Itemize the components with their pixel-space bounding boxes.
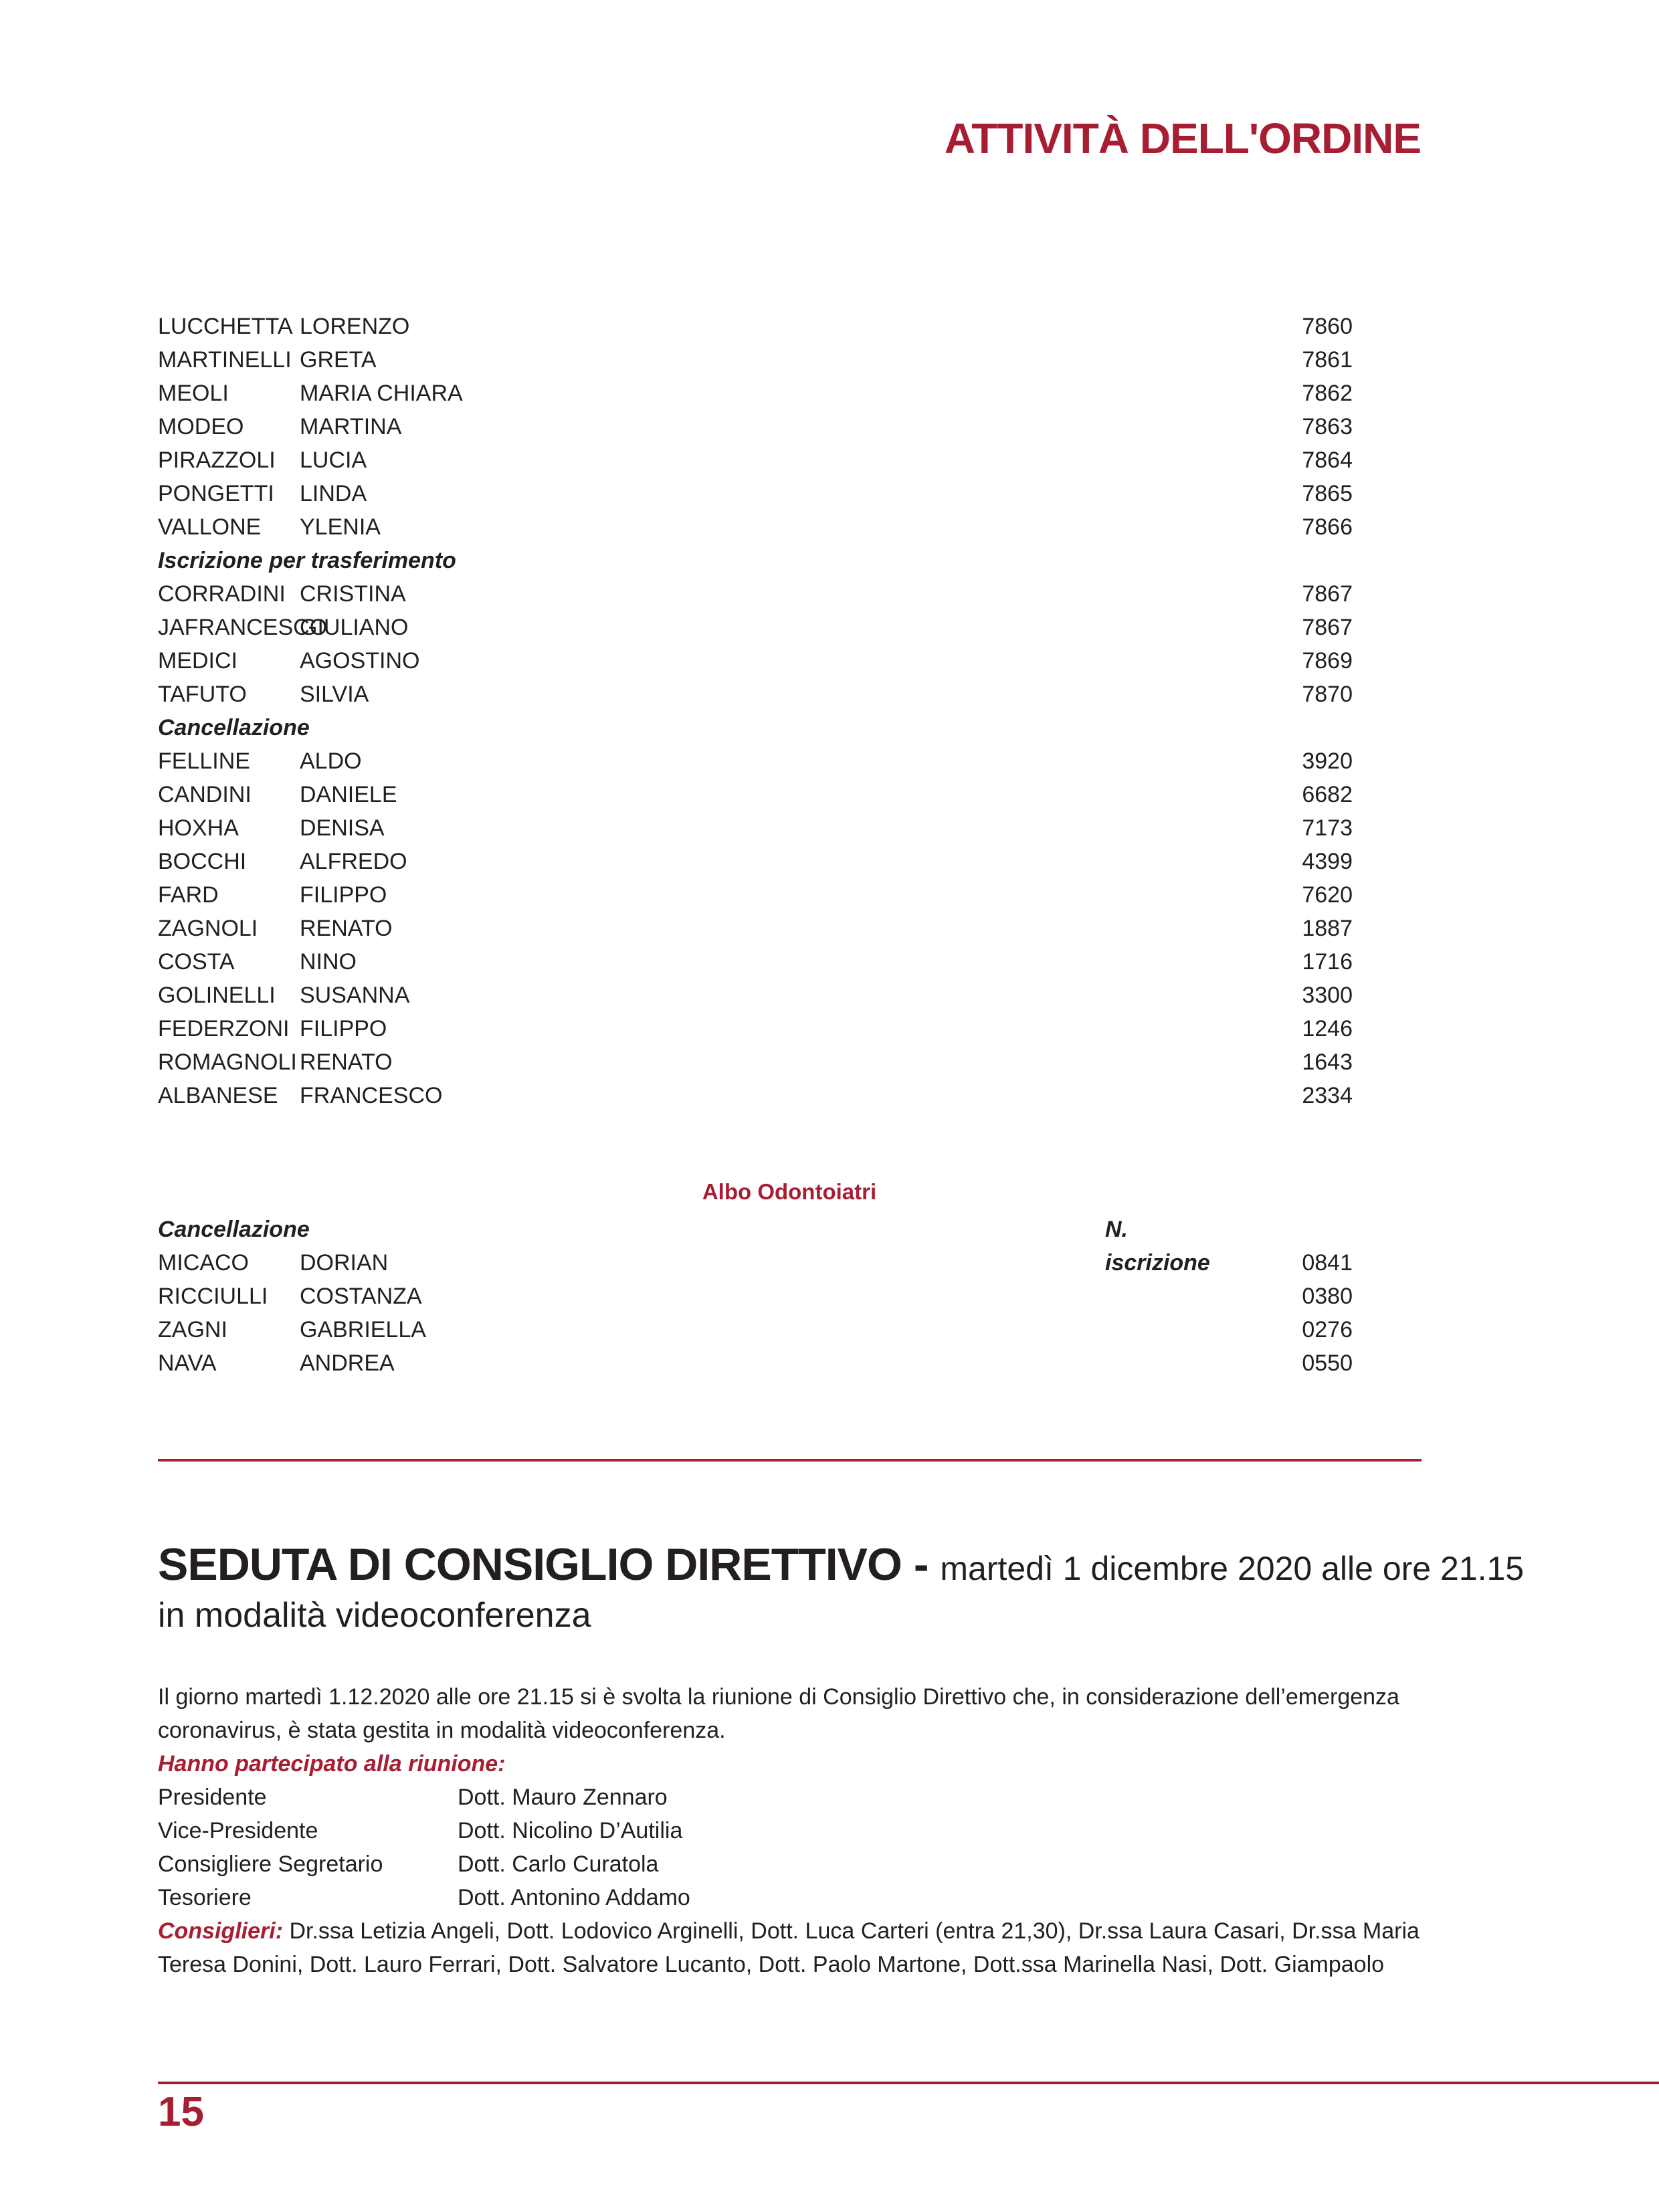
- member-row: [158, 377, 1353, 410]
- member-row: [158, 912, 1353, 945]
- member-surname: HOXHA: [158, 815, 239, 841]
- seduta-title: [158, 1538, 1524, 1591]
- member-num: 0276: [1302, 1317, 1353, 1342]
- member-row: [158, 979, 1353, 1012]
- member-surname: COSTA: [158, 949, 235, 975]
- member-row: [158, 1012, 1353, 1045]
- member-name: MARIA CHIARA: [300, 381, 463, 406]
- member-surname: MICACO: [158, 1250, 249, 1276]
- member-name: ANDREA: [300, 1350, 395, 1376]
- role-title: Consigliere Segretario: [158, 1851, 383, 1877]
- member-num: 0380: [1302, 1284, 1353, 1309]
- cancel-heading: Cancellazione: [158, 715, 310, 740]
- role-person: Dott. Carlo Curatola: [458, 1851, 659, 1877]
- member-surname: MODEO: [158, 414, 244, 439]
- member-num: 7867: [1302, 615, 1353, 640]
- seduta-subtitle: in modalità videoconferenza: [158, 1596, 591, 1635]
- member-row: [158, 477, 1353, 510]
- member-row: [158, 811, 1353, 845]
- transfer-heading: Iscrizione per trasferimento: [158, 548, 456, 573]
- member-num: 7173: [1302, 815, 1353, 841]
- member-num: 1716: [1302, 949, 1353, 975]
- member-num: 7870: [1302, 682, 1353, 707]
- member-name: SILVIA: [300, 682, 369, 707]
- member-num: 7866: [1302, 514, 1353, 540]
- role-row: [158, 1847, 1422, 1881]
- intro-paragraph: Il giorno martedì 1.12.2020 alle ore 21.15 si è svolta la riunione di Consiglio Direttivo che, in considerazione dell’emergenza coronavirus, è stata gestita in modalità videoconferenza.: [158, 1684, 1399, 1743]
- member-row: [158, 343, 1353, 377]
- member-name: GABRIELLA: [300, 1317, 426, 1342]
- odonto-row: [158, 1346, 1353, 1380]
- role-person: Dott. Nicolino D’Autilia: [458, 1818, 683, 1843]
- member-num: 7620: [1302, 882, 1353, 908]
- odonto-row: [158, 1313, 1353, 1346]
- member-num: 7865: [1302, 481, 1353, 506]
- member-row: [158, 577, 1353, 611]
- member-row: [158, 1045, 1353, 1079]
- member-num: 7863: [1302, 414, 1353, 439]
- member-name: LORENZO: [300, 314, 410, 339]
- member-name: COSTANZA: [300, 1284, 422, 1309]
- member-row: [158, 510, 1353, 544]
- member-name: LINDA: [300, 481, 367, 506]
- member-surname: CANDINI: [158, 782, 252, 807]
- member-row: [158, 310, 1353, 343]
- member-name: RENATO: [300, 1049, 393, 1075]
- odonto-list: [158, 1213, 1353, 1380]
- member-row: [158, 878, 1353, 912]
- seduta-title-date: martedì 1 dicembre 2020 alle ore 21.15: [940, 1550, 1525, 1587]
- member-name: GIULIANO: [300, 615, 409, 640]
- member-name: NINO: [300, 949, 357, 975]
- member-surname: TAFUTO: [158, 682, 247, 707]
- section-title: ATTIVITÀ DELL'ORDINE: [944, 114, 1421, 163]
- consiglieri-label: Consiglieri:: [158, 1918, 284, 1944]
- member-num: 1643: [1302, 1049, 1353, 1075]
- member-surname: FARD: [158, 882, 219, 908]
- member-num: 4399: [1302, 849, 1353, 874]
- page-number: 15: [158, 2089, 204, 2135]
- member-num: 1246: [1302, 1016, 1353, 1041]
- member-name: LUCIA: [300, 447, 367, 473]
- member-surname: JAFRANCESCO: [158, 615, 328, 640]
- member-surname: RICCIULLI: [158, 1284, 268, 1309]
- member-name: DANIELE: [300, 782, 397, 807]
- seduta-title-bold: SEDUTA DI CONSIGLIO DIRETTIVO -: [158, 1539, 941, 1590]
- member-row: [158, 744, 1353, 778]
- member-num: 3920: [1302, 748, 1353, 774]
- member-surname: MEDICI: [158, 648, 237, 674]
- member-surname: BOCCHI: [158, 849, 247, 874]
- member-surname: ZAGNOLI: [158, 916, 258, 941]
- footer-rule: [158, 2082, 1659, 2084]
- member-surname: LUCCHETTA: [158, 314, 293, 339]
- member-num: 7869: [1302, 648, 1353, 674]
- member-name: MARTINA: [300, 414, 402, 439]
- member-surname: VALLONE: [158, 514, 262, 540]
- member-num: 2334: [1302, 1083, 1353, 1108]
- member-num: 3300: [1302, 983, 1353, 1008]
- member-name: FILIPPO: [300, 1016, 387, 1041]
- member-num: 0550: [1302, 1350, 1353, 1376]
- member-num: 7867: [1302, 581, 1353, 607]
- role-person: Dott. Mauro Zennaro: [458, 1785, 668, 1810]
- role-row: [158, 1781, 1422, 1814]
- odonto-row: [158, 1280, 1353, 1313]
- member-num: 6682: [1302, 782, 1353, 807]
- role-row: [158, 1814, 1422, 1847]
- member-name: FILIPPO: [300, 882, 387, 908]
- member-name: DORIAN: [300, 1250, 389, 1276]
- member-surname: MARTINELLI: [158, 347, 292, 373]
- member-surname: MEOLI: [158, 381, 229, 406]
- member-row: [158, 845, 1353, 878]
- role-title: Vice-Presidente: [158, 1818, 318, 1843]
- member-surname: ROMAGNOLI: [158, 1049, 297, 1075]
- member-name: ALFREDO: [300, 849, 407, 874]
- member-name: GRETA: [300, 347, 377, 373]
- member-name: CRISTINA: [300, 581, 406, 607]
- role-title: Tesoriere: [158, 1885, 252, 1910]
- section-divider: [158, 1459, 1422, 1462]
- consiglieri-paragraph: [158, 1914, 1422, 1981]
- member-name: ALDO: [300, 748, 362, 774]
- member-name: YLENIA: [300, 514, 381, 540]
- member-row: [158, 443, 1353, 477]
- member-surname: ZAGNI: [158, 1317, 227, 1342]
- albo-odontoiatri-title: Albo Odontoiatri: [702, 1179, 877, 1204]
- member-num: 7860: [1302, 314, 1353, 339]
- odonto-col-iscrizione: N. iscrizione: [1105, 1217, 1210, 1276]
- odonto-col-cancellazione: Cancellazione: [158, 1217, 310, 1242]
- member-surname: CORRADINI: [158, 581, 286, 607]
- member-surname: FEDERZONI: [158, 1016, 290, 1041]
- member-row: [158, 1079, 1353, 1112]
- members-list: [158, 310, 1353, 1112]
- member-name: DENISA: [300, 815, 385, 841]
- member-surname: PONGETTI: [158, 481, 274, 506]
- member-row: [158, 945, 1353, 979]
- member-num: 0841: [1302, 1250, 1353, 1276]
- member-name: SUSANNA: [300, 983, 410, 1008]
- member-row: [158, 778, 1353, 811]
- member-name: FRANCESCO: [300, 1083, 443, 1108]
- member-name: AGOSTINO: [300, 648, 420, 674]
- role-person: Dott. Antonino Addamo: [458, 1885, 690, 1910]
- member-surname: FELLINE: [158, 748, 250, 774]
- member-row: [158, 611, 1353, 644]
- role-row: [158, 1881, 1422, 1914]
- member-row: [158, 644, 1353, 678]
- member-name: RENATO: [300, 916, 393, 941]
- member-row: [158, 678, 1353, 711]
- member-row: [158, 410, 1353, 443]
- member-surname: PIRAZZOLI: [158, 447, 276, 473]
- member-surname: ALBANESE: [158, 1083, 278, 1108]
- seduta-body: [158, 1680, 1422, 1981]
- member-surname: NAVA: [158, 1350, 217, 1376]
- member-num: 1887: [1302, 916, 1353, 941]
- participants-heading: Hanno partecipato alla riunione:: [158, 1751, 506, 1777]
- consiglieri-text: Dr.ssa Letizia Angeli, Dott. Lodovico Arginelli, Dott. Luca Carteri (entra 21,30), Dr.ssa Laura Casari, Dr.ssa Maria Teresa Donini, Dott. Lauro Ferrari, Dott. Salvatore Lucanto, Dott. Paolo Martone, Dott.ssa Marinella Nasi, Dott. Giampaolo: [158, 1918, 1420, 1977]
- role-title: Presidente: [158, 1785, 267, 1810]
- member-num: 7862: [1302, 381, 1353, 406]
- member-num: 7864: [1302, 447, 1353, 473]
- member-num: 7861: [1302, 347, 1353, 373]
- member-surname: GOLINELLI: [158, 983, 276, 1008]
